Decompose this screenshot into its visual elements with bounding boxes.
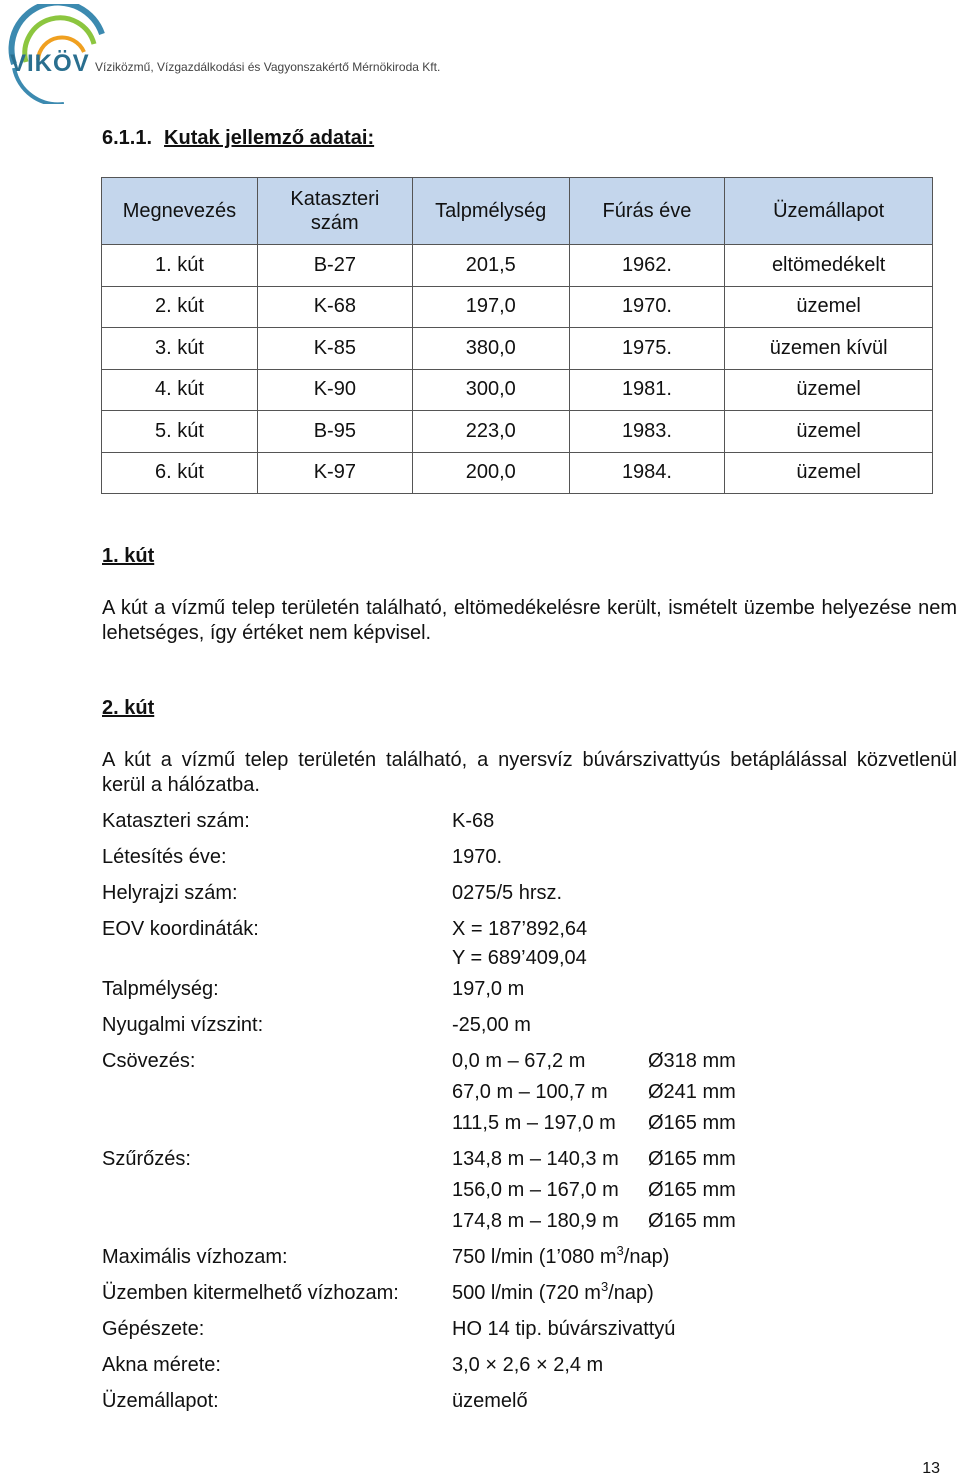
table-row bbox=[102, 369, 933, 411]
table-cell: 380,0 bbox=[412, 328, 569, 370]
max-yield-value bbox=[452, 1243, 670, 1269]
casing-diameter: Ø318 mm bbox=[648, 1050, 736, 1072]
state-value: üzemelő bbox=[452, 1390, 528, 1412]
table-row bbox=[102, 245, 933, 287]
casing-diameter: Ø241 mm bbox=[648, 1081, 736, 1103]
screen-diameter: Ø165 mm bbox=[648, 1210, 736, 1232]
company-name: Víziközmű, Vízgazdálkodási és Vagyonszakértő Mérnökiroda Kft. bbox=[95, 60, 441, 74]
table-cell: 201,5 bbox=[412, 245, 569, 287]
table-cell: K-90 bbox=[257, 369, 412, 411]
page-header bbox=[0, 0, 960, 110]
table-cell: 1975. bbox=[569, 328, 725, 370]
eov-y-value: Y = 689’409,04 bbox=[452, 947, 587, 969]
screen-range: 174,8 m – 180,9 m bbox=[452, 1210, 619, 1232]
state-label: Üzemállapot: bbox=[102, 1390, 219, 1412]
table-header-row bbox=[102, 178, 933, 245]
shaft-label: Akna mérete: bbox=[102, 1354, 221, 1376]
page-number: 13 bbox=[922, 1460, 940, 1477]
screen-label: Szűrőzés: bbox=[102, 1148, 191, 1170]
cadastral-label: Kataszteri szám: bbox=[102, 810, 250, 832]
screen-range: 134,8 m – 140,3 m bbox=[452, 1148, 619, 1170]
table-cell: B-95 bbox=[257, 411, 412, 453]
max-yield-exponent: 3 bbox=[616, 1243, 624, 1258]
table-cell: 1984. bbox=[569, 452, 725, 494]
cadastral-value: K-68 bbox=[452, 810, 495, 832]
casing-range: 67,0 m – 100,7 m bbox=[452, 1081, 608, 1103]
eov-label: EOV koordináták: bbox=[102, 918, 259, 940]
column-header: Talpmélység bbox=[412, 178, 569, 245]
established-label: Létesítés éve: bbox=[102, 846, 227, 868]
table-cell: üzemel bbox=[725, 411, 933, 453]
table-cell: 3. kút bbox=[102, 328, 258, 370]
section-title-text: Kutak jellemző adatai: bbox=[164, 127, 375, 149]
table-cell: K-68 bbox=[257, 286, 412, 328]
logo-text: VIKÖV bbox=[10, 50, 90, 77]
op-yield-exponent: 3 bbox=[600, 1279, 609, 1294]
well1-description: A kút a vízmű telep területén található, eltömedékelésre került, ismételt üzembe helyezése nem lehetséges, így értéket nem képvisel. bbox=[102, 597, 957, 644]
screen-diameter: Ø165 mm bbox=[648, 1148, 736, 1170]
shaft-value: 3,0 × 2,6 × 2,4 m bbox=[452, 1354, 604, 1376]
table-cell: 1981. bbox=[569, 369, 725, 411]
machinery-label: Gépészete: bbox=[102, 1318, 205, 1340]
depth-label: Talpmélység: bbox=[102, 978, 219, 1000]
casing-range: 111,5 m – 197,0 m bbox=[452, 1112, 616, 1134]
op-yield-label: Üzemben kitermelhető vízhozam: bbox=[102, 1282, 399, 1304]
table-cell: üzemel bbox=[725, 369, 933, 411]
table-cell: 197,0 bbox=[412, 286, 569, 328]
table-cell: üzemel bbox=[725, 286, 933, 328]
column-header: Fúrás éve bbox=[569, 178, 725, 245]
well1-heading: 1. kút bbox=[102, 545, 155, 567]
table-cell: 1970. bbox=[569, 286, 725, 328]
table-cell: 300,0 bbox=[412, 369, 569, 411]
lot-value: 0275/5 hrsz. bbox=[452, 882, 563, 904]
table-row bbox=[102, 452, 933, 494]
static-level-value: -25,00 m bbox=[452, 1014, 531, 1036]
section-title bbox=[102, 127, 374, 150]
table-cell: K-85 bbox=[257, 328, 412, 370]
wells-table bbox=[101, 177, 933, 494]
screen-diameter: Ø165 mm bbox=[648, 1179, 736, 1201]
well2-description: A kút a vízmű telep területén található, a nyersvíz búvárszivattyús betáplálással közvetlenül kerül a hálózatba. bbox=[102, 749, 957, 796]
casing-diameter: Ø165 mm bbox=[648, 1112, 736, 1134]
max-yield-label: Maximális vízhozam: bbox=[102, 1246, 288, 1268]
op-yield-main: 500 l/min (720 m bbox=[452, 1282, 601, 1304]
table-cell: 223,0 bbox=[412, 411, 569, 453]
table-cell: 1983. bbox=[569, 411, 725, 453]
op-yield-unit: /nap) bbox=[608, 1282, 654, 1304]
table-cell: üzemel bbox=[725, 452, 933, 494]
column-header: Üzemállapot bbox=[725, 178, 933, 245]
lot-label: Helyrajzi szám: bbox=[102, 882, 238, 904]
column-header: Megnevezés bbox=[102, 178, 258, 245]
op-yield-value bbox=[452, 1279, 654, 1305]
depth-value: 197,0 m bbox=[452, 978, 525, 1000]
machinery-value: HO 14 tip. búvárszivattyú bbox=[452, 1318, 676, 1340]
table-row bbox=[102, 411, 933, 453]
table-row bbox=[102, 286, 933, 328]
table-cell: K-97 bbox=[257, 452, 412, 494]
column-header: Kataszteri szám bbox=[257, 178, 412, 245]
table-cell: 5. kút bbox=[102, 411, 258, 453]
max-yield-main: 750 l/min (1’080 m bbox=[452, 1246, 617, 1268]
casing-range: 0,0 m – 67,2 m bbox=[452, 1050, 586, 1072]
static-level-label: Nyugalmi vízszint: bbox=[102, 1014, 264, 1036]
table-cell: üzemen kívül bbox=[725, 328, 933, 370]
table-cell: 1962. bbox=[569, 245, 725, 287]
casing-label: Csövezés: bbox=[102, 1050, 196, 1072]
well2-heading: 2. kút bbox=[102, 697, 155, 719]
max-yield-unit: /nap) bbox=[623, 1246, 670, 1268]
table-cell: 4. kút bbox=[102, 369, 258, 411]
eov-x-value: X = 187’892,64 bbox=[452, 918, 588, 940]
table-cell: 200,0 bbox=[412, 452, 569, 494]
table-row bbox=[102, 328, 933, 370]
established-value: 1970. bbox=[452, 846, 503, 868]
table-cell: 1. kút bbox=[102, 245, 258, 287]
screen-range: 156,0 m – 167,0 m bbox=[452, 1179, 619, 1201]
table-cell: 6. kút bbox=[102, 452, 258, 494]
table-cell: eltömedékelt bbox=[725, 245, 933, 287]
table-cell: 2. kút bbox=[102, 286, 258, 328]
section-number: 6.1.1. bbox=[102, 127, 153, 149]
table-cell: B-27 bbox=[257, 245, 412, 287]
